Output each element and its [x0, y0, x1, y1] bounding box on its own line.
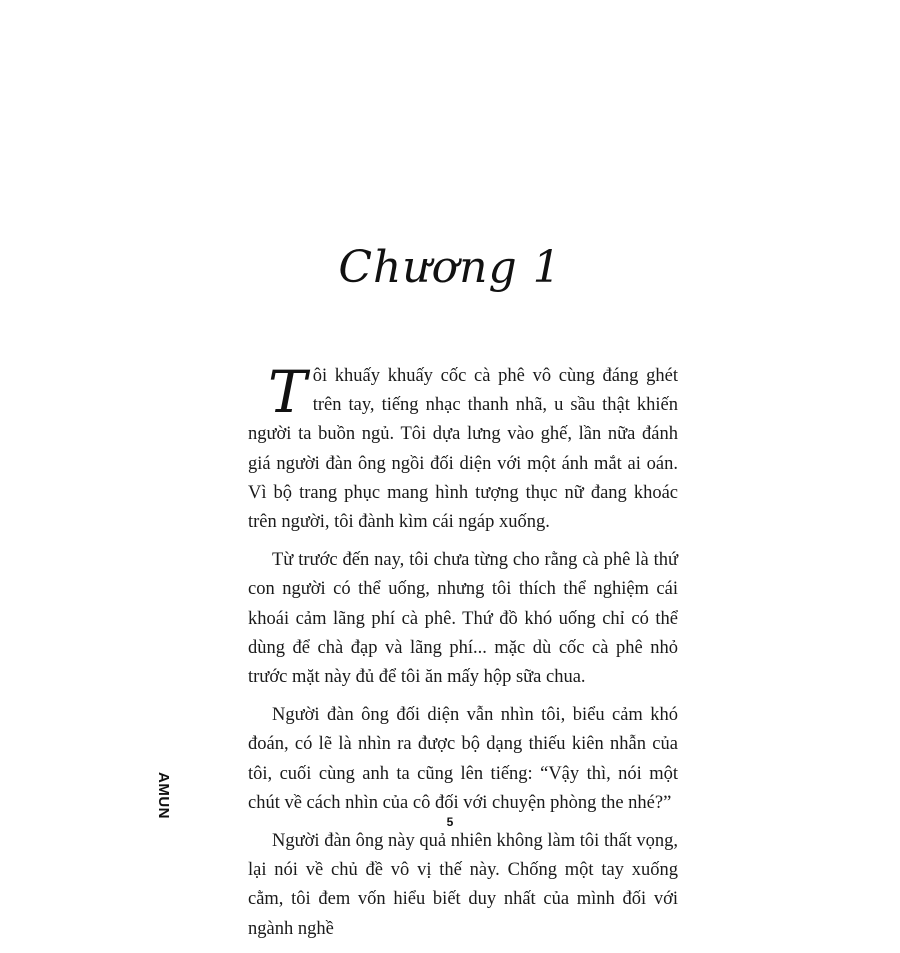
drop-cap: T	[268, 358, 307, 426]
publisher-logo: AMUN	[155, 772, 172, 819]
chapter-body	[248, 358, 678, 953]
paragraph-4: Người đàn ông này quả nhiên không làm tôi thất vọng, lại nói về chủ đề vô vị thế này. Chống một tay xuống cằm, tôi đem vốn hiểu biết duy nhất của mình đối với ngành nghề	[248, 831, 678, 939]
chapter-title: Chương 1	[338, 242, 562, 293]
paragraph-1-text: ôi khuấy khuấy cốc cà phê vô cùng đáng ghét trên tay, tiếng nhạc thanh nhã, u sầu thật khiến người ta buồn ngủ. Tôi dựa lưng vào ghế, lần nữa đánh giá người đàn ông ngồi đối diện với một ánh mắt ai oán. Vì bộ trang phục mang hình tượng thục nữ đang khoác trên người, tôi đành kìm cái ngáp xuống.	[248, 366, 678, 533]
paragraph-2: Từ trước đến nay, tôi chưa từng cho rằng cà phê là thứ con người có thể uống, nhưng tôi thích thể nghiệm cái khoái cảm lãng phí cà phê. Thứ đồ khó uống chỉ có thể dùng để chà đạp và lãng phí... mặc dù cốc cà phê nhỏ trước mặt này đủ để tôi ăn mấy hộp sữa chua.	[248, 550, 678, 688]
paragraph-3: Người đàn ông đối diện vẫn nhìn tôi, biểu cảm khó đoán, có lẽ là nhìn ra được bộ dạng thiếu kiên nhẫn của tôi, cuối cùng anh ta cũng lên tiếng: “Vậy thì, nói một chút về cách nhìn của cô đối với chuyện phòng the nhé?”	[248, 705, 678, 813]
page-number: 5	[446, 815, 454, 829]
paragraph-1	[248, 358, 678, 537]
